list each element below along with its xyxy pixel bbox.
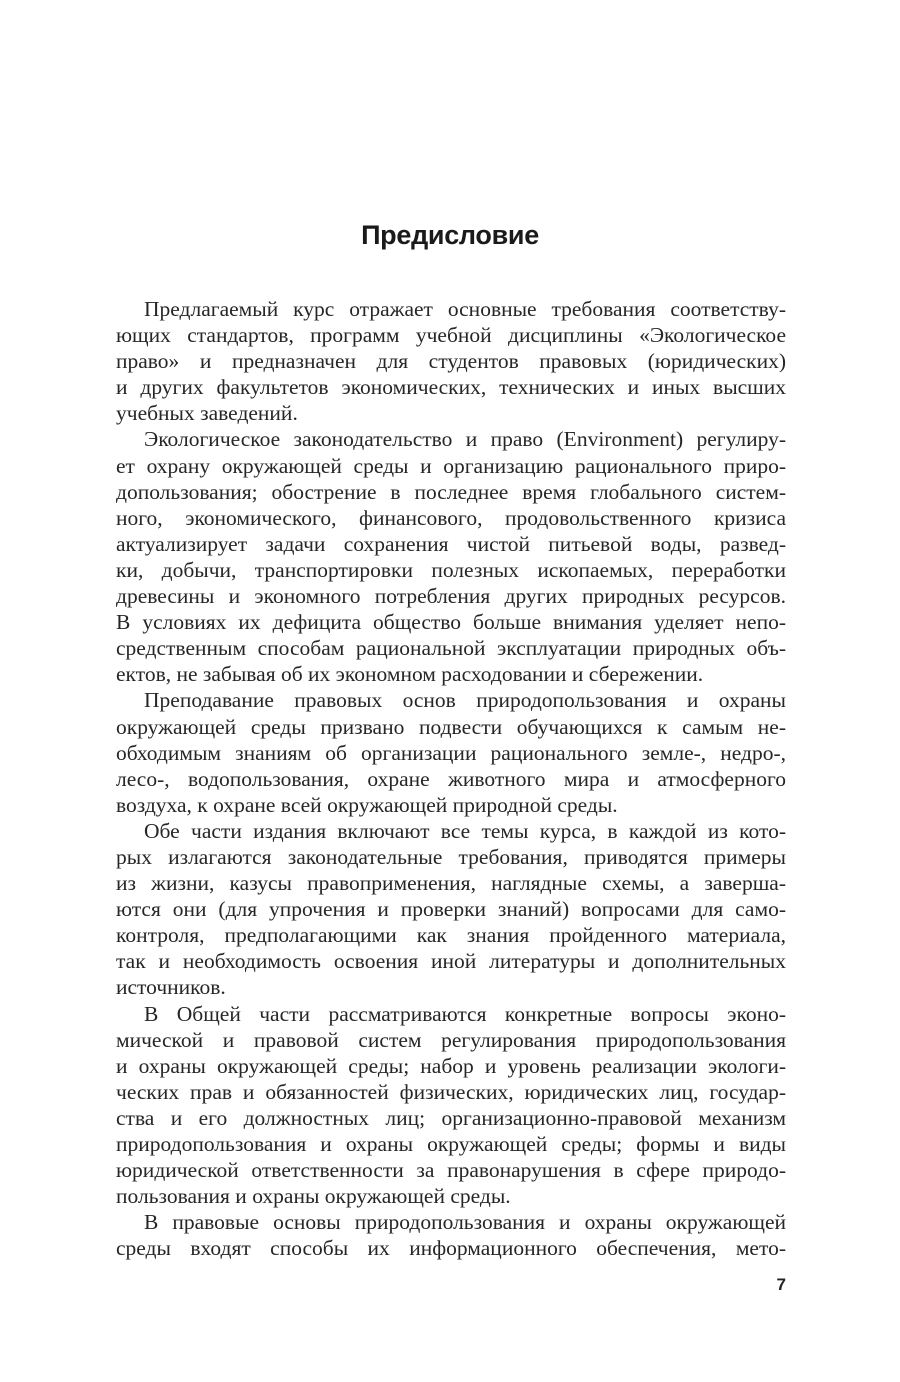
text-line: рых излагаются законодательные требования, приводятся примеры bbox=[116, 844, 786, 869]
text-line: контроля, предполагающими как знания пройденного материала, bbox=[116, 923, 786, 948]
paragraph bbox=[116, 1209, 786, 1261]
text-line: Обе части издания включают все темы курса, в каждой из кото- bbox=[144, 818, 786, 843]
text-line: В правовые основы природопользования и охраны окружающей bbox=[144, 1210, 786, 1235]
text-line: актуализирует задачи сохранения чистой питьевой воды, развед- bbox=[116, 531, 786, 556]
body-text bbox=[116, 296, 786, 1261]
text-line: ки, добычи, транспортировки полезных ископаемых, переработки bbox=[116, 557, 786, 582]
text-line: и других факультетов экономических, технических и иных высших bbox=[116, 375, 786, 400]
text-line: ющих стандартов, программ учебной дисциплины «Экологическое bbox=[116, 323, 786, 348]
text-line: юридической ответственности за правонарушения в сфере природо- bbox=[116, 1158, 786, 1183]
text-line: пользования и охраны окружающей среды. bbox=[116, 1184, 511, 1209]
text-line: и охраны окружающей среды; набор и уровень реализации экологи- bbox=[116, 1053, 786, 1078]
text-line: лесо-, водопользования, охране животного мира и атмосферного bbox=[116, 766, 786, 791]
text-line: средственным способам рациональной эксплуатации природных объ- bbox=[116, 636, 786, 661]
text-line: источников. bbox=[116, 975, 226, 1000]
page-title: Предисловие bbox=[361, 220, 539, 250]
text-line: окружающей среды призвано подвести обучающихся к самым не- bbox=[116, 714, 786, 739]
text-line: природопользования и охраны окружающей среды; формы и виды bbox=[116, 1132, 786, 1156]
text-line: обходимым знаниям об организации рационального земле-, недро-, bbox=[116, 740, 786, 765]
text-line: мической и правовой систем регулирования природопользования bbox=[116, 1027, 786, 1052]
text-line: Экологическое законодательство и право (Environment) регулиру- bbox=[144, 427, 786, 452]
text-line: Преподавание правовых основ природопользования и охраны bbox=[144, 688, 786, 713]
text-line: В Общей части рассматриваются конкретные вопросы эконо- bbox=[144, 1001, 786, 1026]
text-line: ства и его должностных лиц; организационно-правовой механизм bbox=[116, 1105, 786, 1130]
text-line: право» и предназначен для студентов правовых (юридических) bbox=[116, 349, 786, 374]
text-line: ческих прав и обязанностей физических, юридических лиц, государ- bbox=[116, 1079, 786, 1104]
text-line: ного, экономического, финансового, продовольственного кризиса bbox=[116, 505, 786, 530]
text-line: Предлагаемый курс отражает основные требования соответству- bbox=[144, 297, 786, 321]
text-line: воздуха, к охране всей окружающей природной среды. bbox=[116, 792, 618, 817]
paragraph bbox=[116, 818, 786, 1001]
paragraph bbox=[116, 296, 786, 426]
page-number: 7 bbox=[776, 1275, 786, 1294]
text-line: ектов, не забывая об их экономном расходовании и сбережении. bbox=[116, 662, 704, 687]
paragraph bbox=[116, 1001, 786, 1210]
paragraph bbox=[116, 687, 786, 817]
paragraph bbox=[116, 426, 786, 687]
text-line: допользования; обострение в последнее время глобального систем- bbox=[116, 479, 786, 504]
text-line: ет охрану окружающей среды и организацию рационального приро- bbox=[116, 453, 786, 478]
text-line: ются они (для упрочения и проверки знаний) вопросами для само- bbox=[116, 897, 786, 922]
text-line: среды входят способы их информационного обеспечения, мето- bbox=[116, 1236, 786, 1261]
text-line: учебных заведений. bbox=[116, 401, 298, 426]
text-line: из жизни, казусы правоприменения, наглядные схемы, а заверша- bbox=[116, 871, 786, 896]
text-line: так и необходимость освоения иной литературы и дополнительных bbox=[116, 949, 786, 974]
text-line: В условиях их дефицита общество больше внимания уделяет непо- bbox=[116, 610, 786, 635]
text-line: древесины и экономного потребления других природных ресурсов. bbox=[116, 584, 786, 609]
